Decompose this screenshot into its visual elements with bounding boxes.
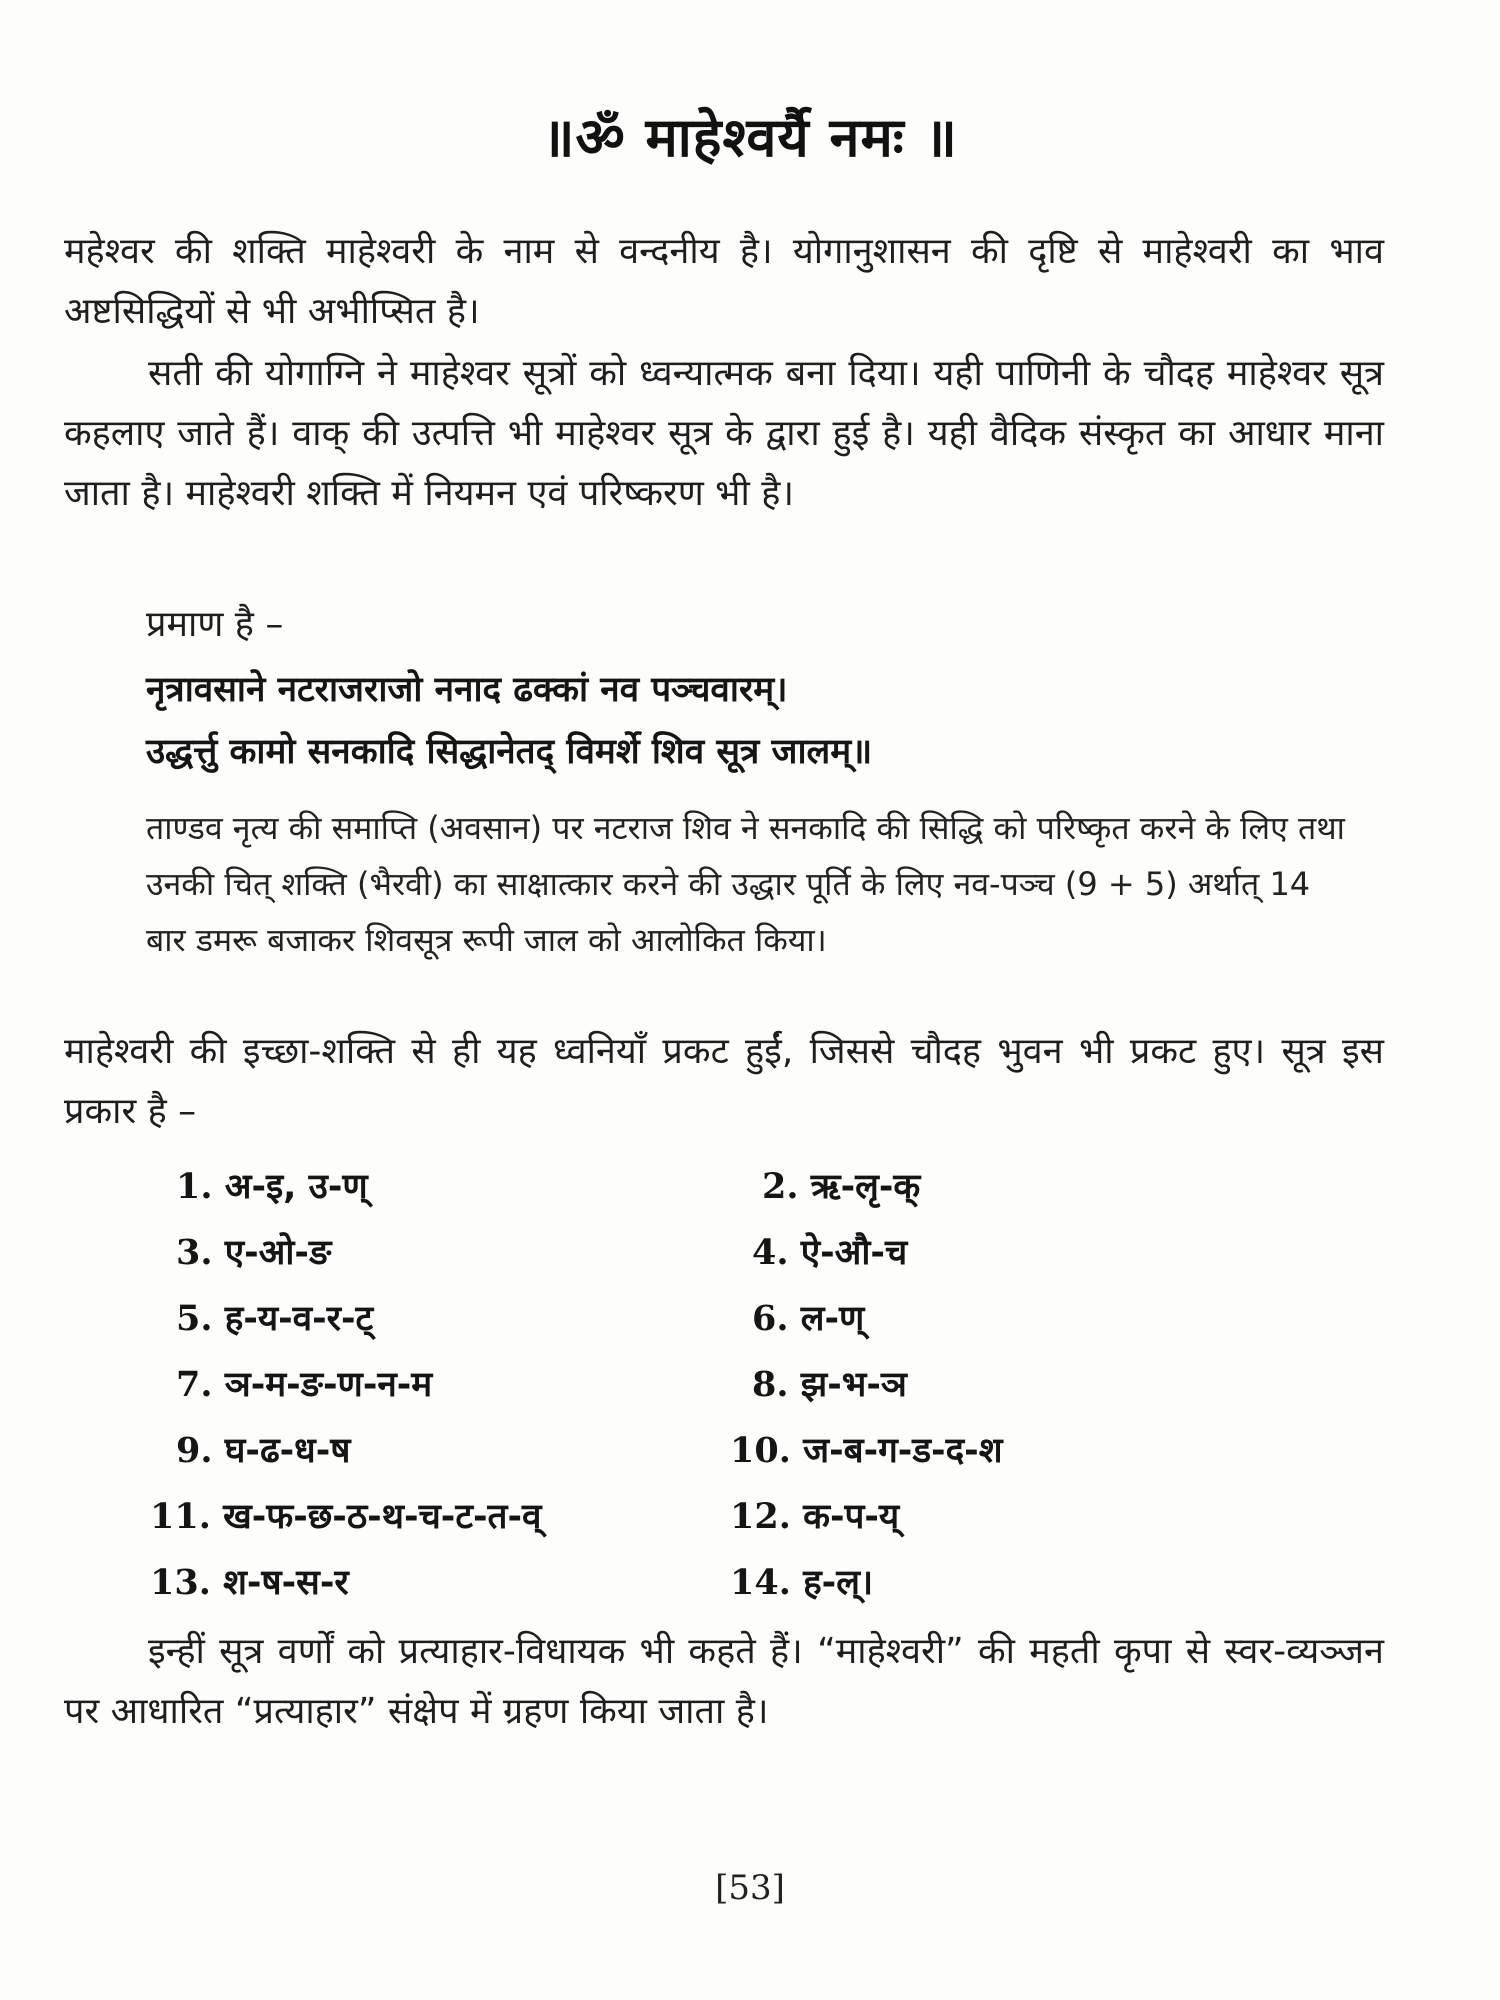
- page-number: [53]: [715, 1868, 785, 1908]
- sutra-text: ज-ब-ग-ड-द-श: [803, 1431, 1003, 1471]
- sutra-text: झ-भ-ञ: [800, 1365, 907, 1405]
- sutra-item: [730, 1558, 873, 1605]
- sutra-number: 2.: [762, 1166, 799, 1207]
- sutra-text: ह-य-व-र-ट्: [224, 1299, 374, 1339]
- sutra-number: 9.: [176, 1430, 213, 1471]
- sutra-item: [150, 1492, 541, 1539]
- sutra-text: ऐ-औ-च: [800, 1233, 908, 1273]
- page-title: ॥ॐ माहेश्वर्यै नमः ॥: [542, 106, 958, 169]
- intro-paragraph: महेश्वर की शक्ति माहेश्वरी के नाम से वन्दनीय है। योगानुशासन की दृष्टि से माहेश्वरी का भाव अष्टसिद्धियों से भी अभीप्सित है।: [64, 231, 1384, 332]
- sutra-text: ए-ओ-ङ: [224, 1233, 332, 1273]
- sutra-item: [176, 1162, 368, 1209]
- sutra-number: 4.: [752, 1232, 789, 1273]
- sutra-item: [762, 1162, 920, 1209]
- sutra-item: [176, 1294, 373, 1341]
- sutra-item: [752, 1360, 907, 1407]
- sutra-item: [150, 1558, 349, 1605]
- shloka-commentary: ताण्डव नृत्य की समाप्ति (अवसान) पर नटराज शिव ने सनकादि की सिद्धि को परिष्कृत करने के लिए तथा उनकी चित् शक्ति (भैरवी) का साक्षात्कार करने की उद्धार पूर्ति के लिए नव-पञ्च (9 + 5) अर्थात् 14 बार डमरू बजाकर शिवसूत्र रूपी जाल को आलोकित किया।: [146, 809, 1345, 959]
- sutra-text: ह-ल्।: [803, 1563, 874, 1603]
- sutra-item: [176, 1228, 331, 1275]
- sutra-item: [730, 1426, 1003, 1473]
- sutra-item: [730, 1492, 899, 1539]
- sutra-number: 8.: [752, 1364, 789, 1405]
- sutra-number: 11.: [150, 1496, 211, 1537]
- sutra-text: श-ष-स-र: [223, 1563, 349, 1603]
- sutra-text: ञ-म-ङ-ण-न-म: [224, 1365, 433, 1405]
- sutra-number: 5.: [176, 1298, 213, 1339]
- sati-paragraph: सती की योगाग्नि ने माहेश्वर सूत्रों को ध्वन्यात्मक बना दिया। यही पाणिनी के चौदह माहेश्वर सूत्र कहलाए जाते हैं। वाक् की उत्पत्ति भी माहेश्वर सूत्र के द्वारा हुई है। यही वैदिक संस्कृत का आधार माना जाता है। माहेश्वरी शक्ति में नियमन एवं परिष्करण भी है।: [64, 353, 1384, 514]
- sutra-item: [752, 1228, 907, 1275]
- sutra-text: अ-इ, उ-ण्: [224, 1167, 368, 1207]
- sutra-number: 6.: [752, 1298, 789, 1339]
- sutra-number: 1.: [176, 1166, 213, 1207]
- shloka-line-1: नृत्रावसाने नटराजराजो ननाद ढक्कां नव पञ्चवारम्।: [146, 670, 788, 710]
- sutra-text: ल-ण्: [800, 1299, 865, 1339]
- pramaan-label: प्रमाण है –: [146, 604, 284, 645]
- sutra-number: 12.: [730, 1496, 791, 1537]
- sutra-number: 13.: [150, 1562, 211, 1603]
- sutra-number: 10.: [730, 1430, 791, 1471]
- sutra-intro-paragraph: माहेश्वरी की इच्छा-शक्ति से ही यह ध्वनियाँ प्रकट हुईं, जिससे चौदह भुवन भी प्रकट हुए। सूत्र इस प्रकार है –: [64, 1031, 1384, 1132]
- closing-paragraph: इन्हीं सूत्र वर्णों को प्रत्याहार-विधायक भी कहते हैं। “माहेश्वरी” की महती कृपा से स्वर-व्यञ्जन पर आधारित “प्रत्याहार” संक्षेप में ग्रहण किया जाता है।: [64, 1631, 1384, 1732]
- shloka-line-2: उद्धर्त्तु कामो सनकादि सिद्धानेतद् विमर्शे शिव सूत्र जालम्॥: [146, 732, 873, 772]
- sutra-item: [176, 1360, 432, 1407]
- sutra-text: क-प-य्: [803, 1497, 900, 1537]
- sutra-text: ख-फ-छ-ठ-थ-च-ट-त-व्: [223, 1497, 542, 1537]
- sutra-number: 7.: [176, 1364, 213, 1405]
- sutra-text: घ-ढ-ध-ष: [224, 1431, 351, 1471]
- sutra-number: 3.: [176, 1232, 213, 1273]
- sutra-item: [752, 1294, 864, 1341]
- sutra-item: [176, 1426, 350, 1473]
- sutra-number: 14.: [730, 1562, 791, 1603]
- sutra-text: ऋ-लृ-क्: [810, 1167, 921, 1207]
